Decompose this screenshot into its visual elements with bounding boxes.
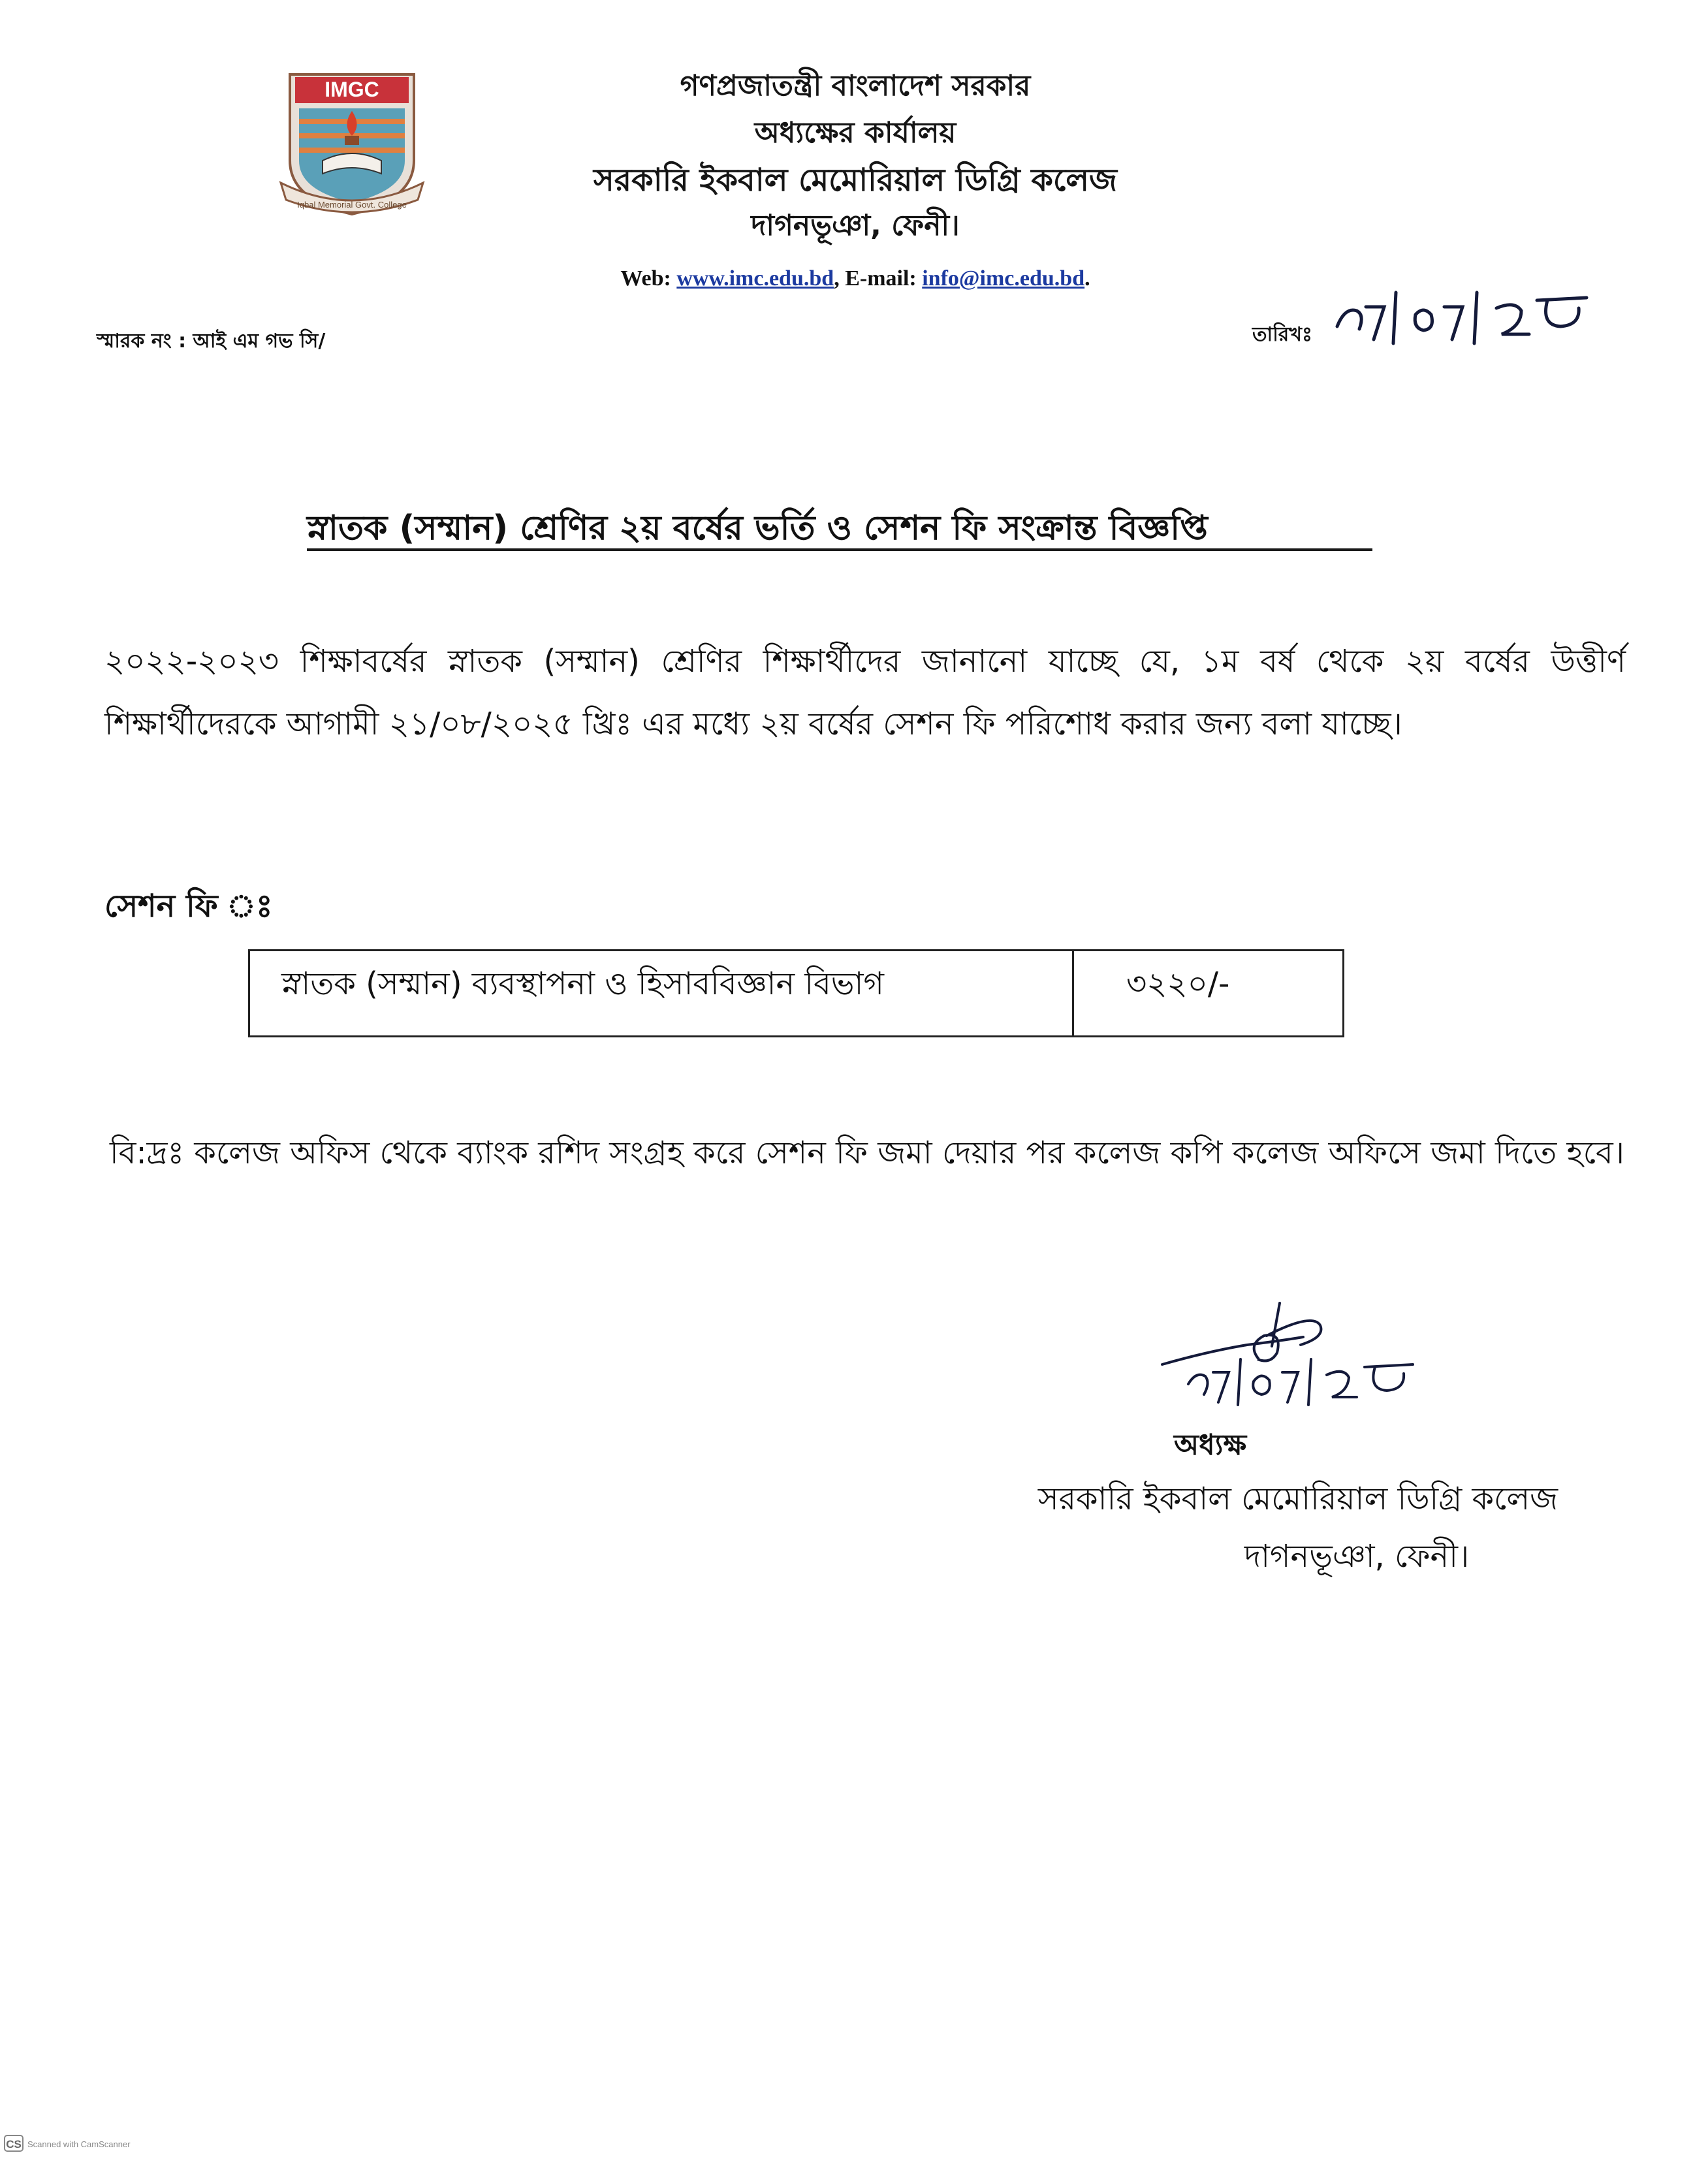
title-underline	[307, 548, 1372, 551]
signature-college: সরকারি ইকবাল মেমোরিয়াল ডিগ্রি কলেজ	[1037, 1481, 1558, 1517]
memo-number: স্মারক নং : আই এম গভ সি/	[97, 330, 326, 353]
scanner-watermark: Scanned with CamScanner	[27, 2139, 131, 2149]
svg-text:IMGC: IMGC	[324, 78, 379, 101]
contact-line: Web: www.imc.edu.bd, E-mail: info@imc.edu.bd.	[620, 266, 1090, 291]
logo-ribbon-text: Iqbal Memorial Govt. College	[297, 200, 407, 210]
email-label: E-mail:	[845, 266, 917, 291]
camscanner-icon: CS	[4, 2135, 24, 2152]
notice-body: ২০২২-২০২৩ শিক্ষাবর্ষের স্নাতক (সম্মান) শ্রেণির শিক্ষার্থীদের জানানো যাচ্ছে যে, ১ম বর্ষ থেকে ২য় বর্ষের উত্তীর্ণ শিক্ষার্থীদেরকে আগামী ২১/০৮/২০২৫ খ্রিঃ এর মধ্যে ২য় বর্ষের সেশন ফি পরিশোধ করার জন্য বলা যাচ্ছে।	[104, 643, 1626, 742]
government-header: গণপ্রজাতন্ত্রী বাংলাদেশ সরকার	[680, 69, 1031, 102]
handwritten-date	[1325, 274, 1600, 353]
date-label: তারিখঃ	[1252, 323, 1312, 346]
office-header: অধ্যক্ষের কার্যালয়	[754, 116, 957, 150]
email-link[interactable]: info@imc.edu.bd	[922, 266, 1085, 291]
session-fee-label: সেশন ফি ঃ	[104, 888, 273, 924]
table-row	[249, 951, 1344, 1037]
principal-title: অধ্যক্ষ	[1174, 1428, 1247, 1462]
college-header: সরকারি ইকবাল মেমোরিয়াল ডিগ্রি কলেজ	[593, 162, 1117, 198]
notice-title: স্নাতক (সম্মান) শ্রেণির ২য় বর্ষের ভর্তি ও সেশন ফি সংক্রান্ত বিজ্ঞপ্তি	[307, 509, 1208, 548]
college-logo	[277, 63, 427, 219]
address-header: দাগনভূঞা, ফেনী।	[751, 209, 960, 242]
web-label: Web:	[620, 266, 671, 291]
notice-note: বি:দ্রঃ কলেজ অফিস থেকে ব্যাংক রশিদ সংগ্রহ করে সেশন ফি জমা দেয়ার পর কলেজ কপি কলেজ অফিসে জমা দিতে হবে।	[110, 1135, 1624, 1171]
website-link[interactable]: www.imc.edu.bd	[676, 266, 834, 291]
signature-location: দাগনভূঞা, ফেনী।	[1244, 1538, 1470, 1575]
department-cell: স্নাতক (সম্মান) ব্যবস্থাপনা ও হিসাববিজ্ঞান বিভাগ	[249, 951, 1073, 1037]
fee-amount-cell: ৩২২০/-	[1073, 951, 1344, 1037]
fee-table	[248, 949, 1344, 1037]
